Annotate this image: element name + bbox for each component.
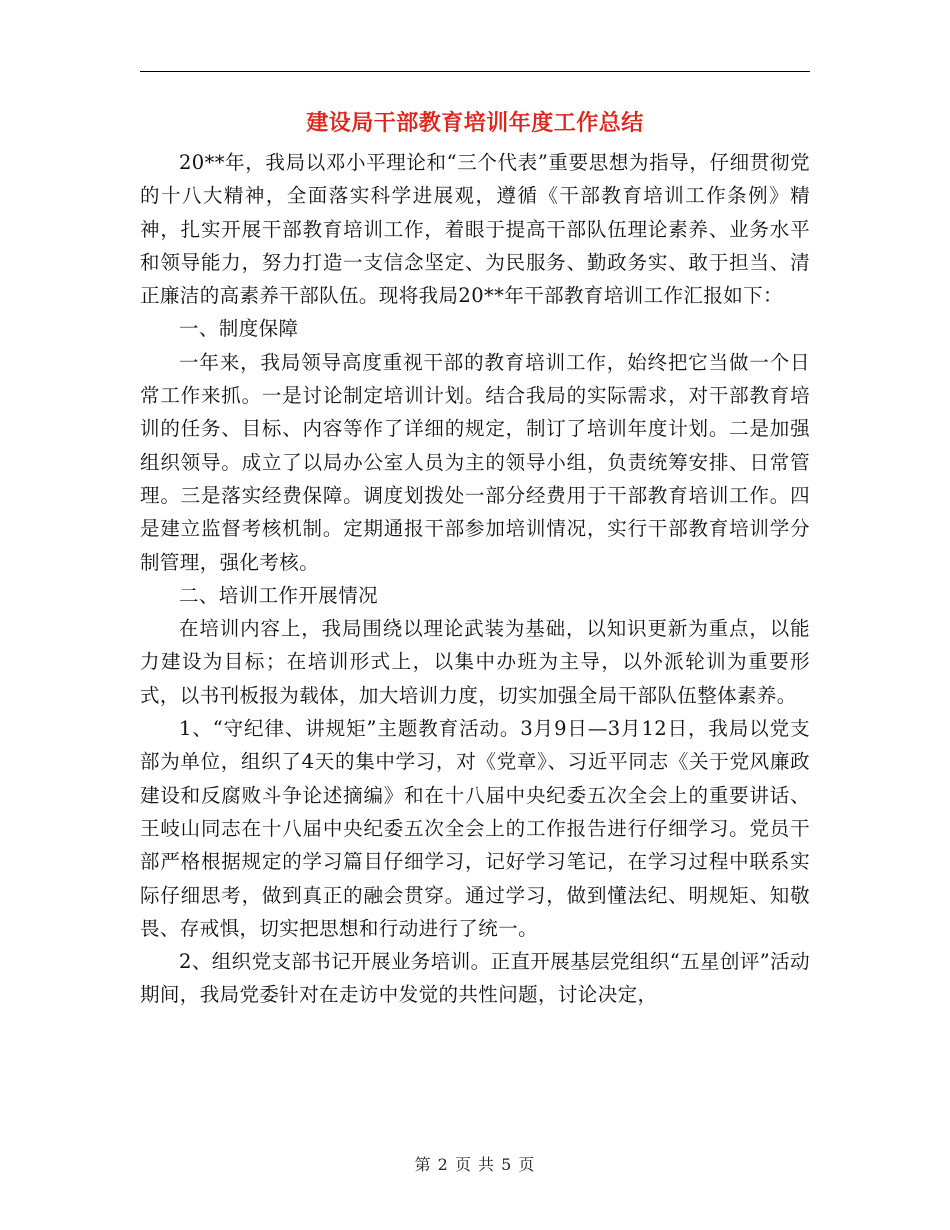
intro-paragraph: 20**年，我局以邓小平理论和“三个代表”重要思想为指导，仔细贯彻党的十八大精神，全面落实科学进展观，遵循《干部教育培训工作条例》精神，扎实开展干部教育培训工作，着眼于提高干部队伍理论素养、业务水平和领导能力，努力打造一支信念坚定、为民服务、勤政务实、敢于担当、清正廉洁的高素养干部队伍。现将我局20**年干部教育培训工作汇报如下： [140, 151, 810, 308]
section-heading-training-status: 二、培训工作开展情况 [179, 583, 379, 607]
document-title: 建设局干部教育培训年度工作总结 [306, 111, 644, 136]
system-guarantee-paragraph: 一年来，我局领导高度重视干部的教育培训工作，始终把它当做一个日常工作来抓。一是讨论制定培训计划。结合我局的实际需求，对干部教育培训的任务、目标、内容等作了详细的规定，制订了培训年度计划。二是加强组织领导。成立了以局办公室人员为主的领导小组，负责统筹安排、日常管理。三是落实经费保障。调度划拨处一部分经费用于干部教育培训工作。四是建立监督考核机制。定期通报干部参加培训情况，实行干部教育培训学分制管理，强化考核。 [140, 350, 810, 574]
item-2-paragraph: 2、组织党支部书记开展业务培训。正直开展基层党组织“五星创评”活动期间，我局党委针对在走访中发觉的共性问题，讨论决定， [140, 950, 810, 1007]
item-1-paragraph: 1、“守纪律、讲规矩”主题教育活动。3月9日—3月12日，我局以党支部为单位，组织了4天的集中学习，对《党章》、习近平同志《关于党风廉政建设和反腐败斗争论述摘编》和在十八届中央纪委五次全会上的重要讲话、王岐山同志在十八届中央纪委五次全会上的工作报告进行仔细学习。党员干部严格根据规定的学习篇目仔细学习，记好学习笔记，在学习过程中联系实际仔细思考，做到真正的融会贯穿。通过学习，做到懂法纪、明规矩、知敬畏、存戒惧，切实把思想和行动进行了统一。 [140, 717, 810, 940]
header-rule [140, 71, 810, 72]
page-number: 第 2 页 共 5 页 [414, 1155, 536, 1174]
training-content-paragraph: 在培训内容上，我局围绕以理论武装为基础，以知识更新为重点，以能力建设为目标；在培训形式上，以集中办班为主导，以外派轮训为重要形式，以书刊板报为载体，加大培训力度，切实加强全局干部队伍整体素养。 [140, 617, 810, 707]
document-body [140, 146, 810, 1012]
section-heading-system-guarantee: 一、制度保障 [179, 317, 299, 341]
